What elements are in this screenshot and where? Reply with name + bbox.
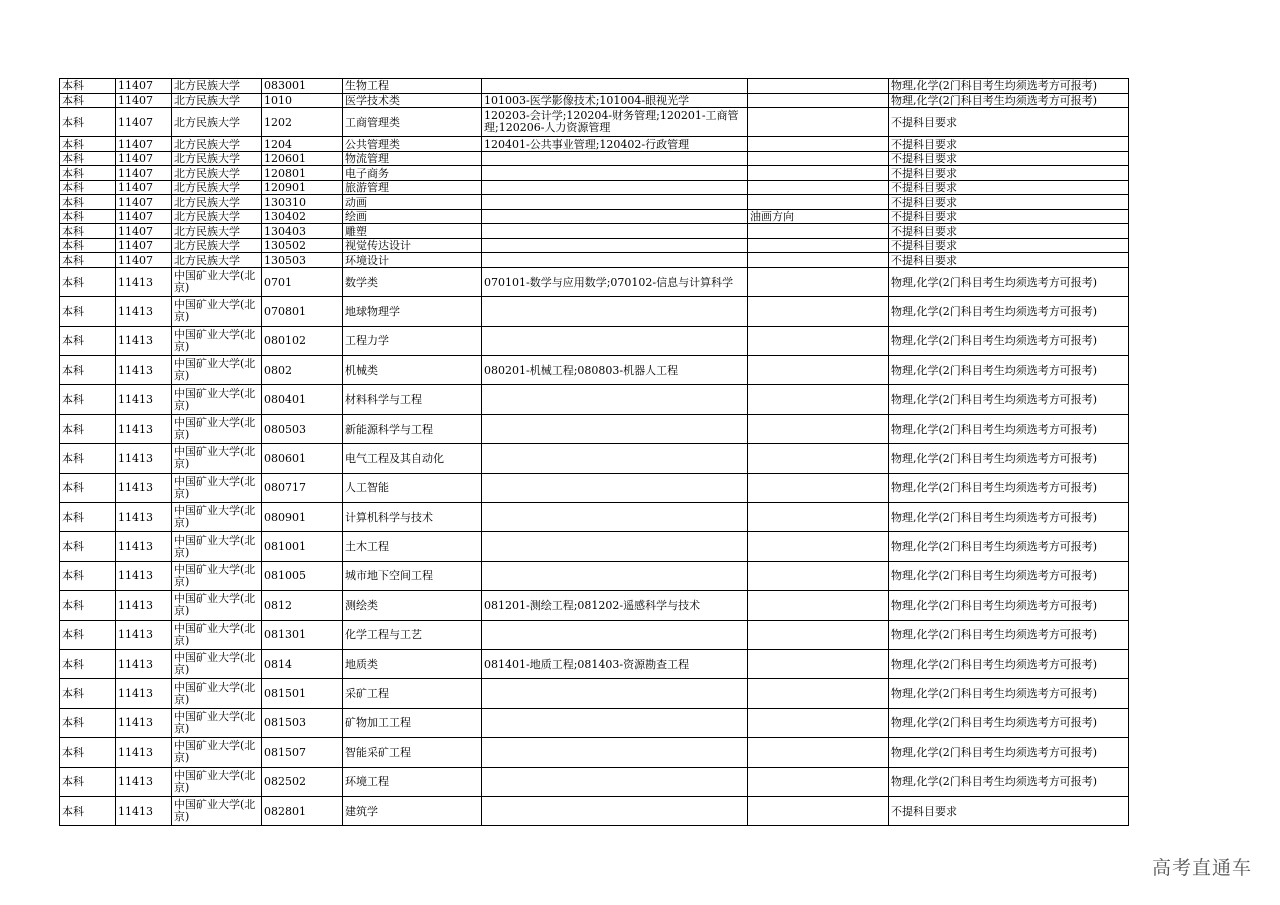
remark-cell: [748, 503, 889, 532]
level-cell: 本科: [60, 137, 116, 152]
table-row: [60, 180, 1129, 195]
admission-table: [59, 78, 1129, 826]
remark-cell: [748, 180, 889, 195]
major-code-cell: 130403: [262, 224, 343, 239]
table-row: [60, 503, 1129, 532]
major-name-cell: 土木工程: [343, 532, 482, 561]
school-code-cell: 11407: [116, 79, 172, 94]
major-name-cell: 新能源科学与工程: [343, 414, 482, 443]
table-row: [60, 93, 1129, 108]
major-name-cell: 建筑学: [343, 796, 482, 825]
remark-cell: [748, 473, 889, 502]
level-cell: 本科: [60, 267, 116, 296]
remark-cell: [748, 708, 889, 737]
table-row: [60, 649, 1129, 678]
level-cell: 本科: [60, 79, 116, 94]
level-cell: 本科: [60, 767, 116, 796]
table-row: [60, 253, 1129, 268]
remark-cell: [748, 561, 889, 590]
major-name-cell: 动画: [343, 195, 482, 210]
major-code-cell: 082502: [262, 767, 343, 796]
remark-cell: [748, 649, 889, 678]
major-code-cell: 080901: [262, 503, 343, 532]
subject-requirement-cell: 物理,化学(2门科目考生均须选考方可报考): [889, 679, 1129, 708]
school-code-cell: 11413: [116, 356, 172, 385]
included-majors-cell: [482, 767, 748, 796]
school-code-cell: 11407: [116, 137, 172, 152]
table-row: [60, 151, 1129, 166]
included-majors-cell: [482, 385, 748, 414]
remark-cell: [748, 326, 889, 355]
table-body: [60, 79, 1129, 826]
major-code-cell: 1010: [262, 93, 343, 108]
school-code-cell: 11407: [116, 151, 172, 166]
remark-cell: [748, 166, 889, 181]
level-cell: 本科: [60, 253, 116, 268]
school-code-cell: 11407: [116, 209, 172, 224]
table-row: [60, 679, 1129, 708]
remark-cell: 油画方向: [748, 209, 889, 224]
major-code-cell: 130502: [262, 238, 343, 253]
included-majors-cell: 120203-会计学;120204-财务管理;120201-工商管理;120206-人力资源管理: [482, 108, 748, 137]
table-row: [60, 79, 1129, 94]
major-code-cell: 081503: [262, 708, 343, 737]
major-name-cell: 人工智能: [343, 473, 482, 502]
remark-cell: [748, 224, 889, 239]
level-cell: 本科: [60, 738, 116, 767]
remark-cell: [748, 620, 889, 649]
subject-requirement-cell: 不提科目要求: [889, 137, 1129, 152]
school-code-cell: 11407: [116, 166, 172, 181]
level-cell: 本科: [60, 444, 116, 473]
table-row: [60, 385, 1129, 414]
subject-requirement-cell: 物理,化学(2门科目考生均须选考方可报考): [889, 297, 1129, 326]
major-code-cell: 080717: [262, 473, 343, 502]
major-name-cell: 采矿工程: [343, 679, 482, 708]
level-cell: 本科: [60, 679, 116, 708]
level-cell: 本科: [60, 326, 116, 355]
major-name-cell: 工商管理类: [343, 108, 482, 137]
level-cell: 本科: [60, 532, 116, 561]
school-code-cell: 11413: [116, 326, 172, 355]
table-row: [60, 224, 1129, 239]
table-row: [60, 591, 1129, 620]
school-code-cell: 11407: [116, 253, 172, 268]
remark-cell: [748, 151, 889, 166]
included-majors-cell: [482, 180, 748, 195]
major-code-cell: 081501: [262, 679, 343, 708]
table-row: [60, 356, 1129, 385]
table-row: [60, 767, 1129, 796]
school-name-cell: 中国矿业大学(北京): [172, 767, 262, 796]
table-row: [60, 238, 1129, 253]
remark-cell: [748, 738, 889, 767]
table-row: [60, 166, 1129, 181]
included-majors-cell: 120401-公共事业管理;120402-行政管理: [482, 137, 748, 152]
major-name-cell: 化学工程与工艺: [343, 620, 482, 649]
included-majors-cell: [482, 738, 748, 767]
included-majors-cell: [482, 796, 748, 825]
school-code-cell: 11413: [116, 473, 172, 502]
table-row: [60, 620, 1129, 649]
school-name-cell: 北方民族大学: [172, 79, 262, 94]
remark-cell: [748, 414, 889, 443]
school-code-cell: 11413: [116, 620, 172, 649]
major-name-cell: 环境工程: [343, 767, 482, 796]
remark-cell: [748, 591, 889, 620]
major-name-cell: 雕塑: [343, 224, 482, 239]
level-cell: 本科: [60, 195, 116, 210]
major-code-cell: 080601: [262, 444, 343, 473]
level-cell: 本科: [60, 385, 116, 414]
table-row: [60, 297, 1129, 326]
school-code-cell: 11407: [116, 93, 172, 108]
major-name-cell: 环境设计: [343, 253, 482, 268]
included-majors-cell: [482, 444, 748, 473]
subject-requirement-cell: 物理,化学(2门科目考生均须选考方可报考): [889, 473, 1129, 502]
school-code-cell: 11413: [116, 679, 172, 708]
major-name-cell: 绘画: [343, 209, 482, 224]
major-code-cell: 130402: [262, 209, 343, 224]
subject-requirement-cell: 物理,化学(2门科目考生均须选考方可报考): [889, 532, 1129, 561]
school-name-cell: 中国矿业大学(北京): [172, 708, 262, 737]
major-code-cell: 081005: [262, 561, 343, 590]
major-name-cell: 公共管理类: [343, 137, 482, 152]
school-code-cell: 11413: [116, 444, 172, 473]
school-name-cell: 中国矿业大学(北京): [172, 297, 262, 326]
included-majors-cell: [482, 620, 748, 649]
school-code-cell: 11407: [116, 195, 172, 210]
school-code-cell: 11407: [116, 224, 172, 239]
subject-requirement-cell: 物理,化学(2门科目考生均须选考方可报考): [889, 503, 1129, 532]
included-majors-cell: [482, 166, 748, 181]
major-name-cell: 物流管理: [343, 151, 482, 166]
school-name-cell: 中国矿业大学(北京): [172, 620, 262, 649]
remark-cell: [748, 238, 889, 253]
school-name-cell: 中国矿业大学(北京): [172, 356, 262, 385]
major-code-cell: 080401: [262, 385, 343, 414]
subject-requirement-cell: 物理,化学(2门科目考生均须选考方可报考): [889, 79, 1129, 94]
school-code-cell: 11407: [116, 180, 172, 195]
major-name-cell: 测绘类: [343, 591, 482, 620]
level-cell: 本科: [60, 796, 116, 825]
table-row: [60, 708, 1129, 737]
major-code-cell: 120901: [262, 180, 343, 195]
included-majors-cell: [482, 195, 748, 210]
table-row: [60, 532, 1129, 561]
school-code-cell: 11413: [116, 503, 172, 532]
table-row: [60, 473, 1129, 502]
level-cell: 本科: [60, 93, 116, 108]
school-name-cell: 北方民族大学: [172, 108, 262, 137]
school-code-cell: 11413: [116, 708, 172, 737]
remark-cell: [748, 767, 889, 796]
included-majors-cell: [482, 209, 748, 224]
major-code-cell: 081001: [262, 532, 343, 561]
subject-requirement-cell: 物理,化学(2门科目考生均须选考方可报考): [889, 738, 1129, 767]
school-code-cell: 11413: [116, 297, 172, 326]
remark-cell: [748, 297, 889, 326]
level-cell: 本科: [60, 708, 116, 737]
subject-requirement-cell: 物理,化学(2门科目考生均须选考方可报考): [889, 356, 1129, 385]
level-cell: 本科: [60, 620, 116, 649]
subject-requirement-cell: 物理,化学(2门科目考生均须选考方可报考): [889, 414, 1129, 443]
school-name-cell: 中国矿业大学(北京): [172, 591, 262, 620]
school-name-cell: 中国矿业大学(北京): [172, 796, 262, 825]
level-cell: 本科: [60, 356, 116, 385]
school-name-cell: 中国矿业大学(北京): [172, 738, 262, 767]
school-code-cell: 11413: [116, 649, 172, 678]
school-code-cell: 11413: [116, 767, 172, 796]
subject-requirement-cell: 物理,化学(2门科目考生均须选考方可报考): [889, 708, 1129, 737]
remark-cell: [748, 796, 889, 825]
major-name-cell: 城市地下空间工程: [343, 561, 482, 590]
school-name-cell: 中国矿业大学(北京): [172, 414, 262, 443]
table-row: [60, 137, 1129, 152]
major-name-cell: 生物工程: [343, 79, 482, 94]
included-majors-cell: [482, 708, 748, 737]
remark-cell: [748, 93, 889, 108]
school-code-cell: 11407: [116, 108, 172, 137]
school-name-cell: 北方民族大学: [172, 180, 262, 195]
major-code-cell: 120601: [262, 151, 343, 166]
remark-cell: [748, 108, 889, 137]
school-name-cell: 中国矿业大学(北京): [172, 444, 262, 473]
subject-requirement-cell: 不提科目要求: [889, 195, 1129, 210]
level-cell: 本科: [60, 238, 116, 253]
major-code-cell: 130503: [262, 253, 343, 268]
school-name-cell: 中国矿业大学(北京): [172, 649, 262, 678]
major-code-cell: 083001: [262, 79, 343, 94]
school-name-cell: 北方民族大学: [172, 253, 262, 268]
major-name-cell: 地球物理学: [343, 297, 482, 326]
school-name-cell: 北方民族大学: [172, 224, 262, 239]
school-code-cell: 11413: [116, 738, 172, 767]
table-row: [60, 108, 1129, 137]
subject-requirement-cell: 不提科目要求: [889, 253, 1129, 268]
major-code-cell: 082801: [262, 796, 343, 825]
level-cell: 本科: [60, 297, 116, 326]
level-cell: 本科: [60, 108, 116, 137]
level-cell: 本科: [60, 503, 116, 532]
included-majors-cell: [482, 326, 748, 355]
school-code-cell: 11413: [116, 267, 172, 296]
school-name-cell: 中国矿业大学(北京): [172, 326, 262, 355]
major-code-cell: 080503: [262, 414, 343, 443]
subject-requirement-cell: 不提科目要求: [889, 166, 1129, 181]
school-name-cell: 中国矿业大学(北京): [172, 385, 262, 414]
subject-requirement-cell: 物理,化学(2门科目考生均须选考方可报考): [889, 649, 1129, 678]
major-name-cell: 地质类: [343, 649, 482, 678]
included-majors-cell: 081201-测绘工程;081202-遥感科学与技术: [482, 591, 748, 620]
school-name-cell: 北方民族大学: [172, 93, 262, 108]
subject-requirement-cell: 不提科目要求: [889, 108, 1129, 137]
major-code-cell: 081301: [262, 620, 343, 649]
included-majors-cell: [482, 473, 748, 502]
level-cell: 本科: [60, 561, 116, 590]
school-code-cell: 11413: [116, 385, 172, 414]
major-code-cell: 0814: [262, 649, 343, 678]
school-name-cell: 北方民族大学: [172, 238, 262, 253]
major-name-cell: 计算机科学与技术: [343, 503, 482, 532]
major-name-cell: 智能采矿工程: [343, 738, 482, 767]
included-majors-cell: [482, 238, 748, 253]
school-name-cell: 北方民族大学: [172, 137, 262, 152]
school-name-cell: 中国矿业大学(北京): [172, 267, 262, 296]
school-code-cell: 11413: [116, 414, 172, 443]
subject-requirement-cell: 物理,化学(2门科目考生均须选考方可报考): [889, 620, 1129, 649]
table-row: [60, 738, 1129, 767]
school-name-cell: 北方民族大学: [172, 151, 262, 166]
table-row: [60, 444, 1129, 473]
watermark: 高考直通车: [1151, 857, 1252, 879]
level-cell: 本科: [60, 591, 116, 620]
major-code-cell: 0802: [262, 356, 343, 385]
school-name-cell: 北方民族大学: [172, 166, 262, 181]
school-code-cell: 11413: [116, 591, 172, 620]
level-cell: 本科: [60, 224, 116, 239]
remark-cell: [748, 444, 889, 473]
remark-cell: [748, 532, 889, 561]
school-name-cell: 中国矿业大学(北京): [172, 503, 262, 532]
included-majors-cell: 070101-数学与应用数学;070102-信息与计算科学: [482, 267, 748, 296]
remark-cell: [748, 267, 889, 296]
included-majors-cell: [482, 151, 748, 166]
major-code-cell: 1204: [262, 137, 343, 152]
remark-cell: [748, 253, 889, 268]
major-name-cell: 医学技术类: [343, 93, 482, 108]
major-name-cell: 旅游管理: [343, 180, 482, 195]
subject-requirement-cell: 物理,化学(2门科目考生均须选考方可报考): [889, 267, 1129, 296]
subject-requirement-cell: 不提科目要求: [889, 238, 1129, 253]
subject-requirement-cell: 物理,化学(2门科目考生均须选考方可报考): [889, 591, 1129, 620]
level-cell: 本科: [60, 649, 116, 678]
subject-requirement-cell: 不提科目要求: [889, 209, 1129, 224]
subject-requirement-cell: 物理,化学(2门科目考生均须选考方可报考): [889, 326, 1129, 355]
major-code-cell: 080102: [262, 326, 343, 355]
included-majors-cell: [482, 561, 748, 590]
major-name-cell: 工程力学: [343, 326, 482, 355]
table-row: [60, 267, 1129, 296]
school-name-cell: 北方民族大学: [172, 209, 262, 224]
remark-cell: [748, 385, 889, 414]
table-row: [60, 326, 1129, 355]
subject-requirement-cell: 物理,化学(2门科目考生均须选考方可报考): [889, 385, 1129, 414]
level-cell: 本科: [60, 151, 116, 166]
remark-cell: [748, 679, 889, 708]
major-code-cell: 1202: [262, 108, 343, 137]
included-majors-cell: 101003-医学影像技术;101004-眼视光学: [482, 93, 748, 108]
subject-requirement-cell: 物理,化学(2门科目考生均须选考方可报考): [889, 93, 1129, 108]
major-code-cell: 120801: [262, 166, 343, 181]
major-code-cell: 0812: [262, 591, 343, 620]
subject-requirement-cell: 物理,化学(2门科目考生均须选考方可报考): [889, 444, 1129, 473]
level-cell: 本科: [60, 166, 116, 181]
school-name-cell: 中国矿业大学(北京): [172, 532, 262, 561]
subject-requirement-cell: 不提科目要求: [889, 796, 1129, 825]
major-code-cell: 0701: [262, 267, 343, 296]
level-cell: 本科: [60, 473, 116, 502]
subject-requirement-cell: 不提科目要求: [889, 224, 1129, 239]
school-code-cell: 11407: [116, 238, 172, 253]
table-row: [60, 561, 1129, 590]
major-name-cell: 视觉传达设计: [343, 238, 482, 253]
included-majors-cell: [482, 224, 748, 239]
school-name-cell: 北方民族大学: [172, 195, 262, 210]
remark-cell: [748, 356, 889, 385]
included-majors-cell: [482, 414, 748, 443]
included-majors-cell: 081401-地质工程;081403-资源勘查工程: [482, 649, 748, 678]
included-majors-cell: [482, 503, 748, 532]
major-code-cell: 130310: [262, 195, 343, 210]
subject-requirement-cell: 物理,化学(2门科目考生均须选考方可报考): [889, 561, 1129, 590]
school-code-cell: 11413: [116, 561, 172, 590]
school-code-cell: 11413: [116, 796, 172, 825]
table-row: [60, 414, 1129, 443]
included-majors-cell: [482, 532, 748, 561]
major-code-cell: 081507: [262, 738, 343, 767]
remark-cell: [748, 79, 889, 94]
major-name-cell: 材料科学与工程: [343, 385, 482, 414]
table-row: [60, 796, 1129, 825]
school-code-cell: 11413: [116, 532, 172, 561]
major-name-cell: 机械类: [343, 356, 482, 385]
included-majors-cell: [482, 679, 748, 708]
included-majors-cell: 080201-机械工程;080803-机器人工程: [482, 356, 748, 385]
included-majors-cell: [482, 79, 748, 94]
school-name-cell: 中国矿业大学(北京): [172, 561, 262, 590]
level-cell: 本科: [60, 209, 116, 224]
level-cell: 本科: [60, 414, 116, 443]
table-row: [60, 195, 1129, 210]
major-name-cell: 矿物加工工程: [343, 708, 482, 737]
level-cell: 本科: [60, 180, 116, 195]
remark-cell: [748, 195, 889, 210]
remark-cell: [748, 137, 889, 152]
included-majors-cell: [482, 297, 748, 326]
subject-requirement-cell: 不提科目要求: [889, 180, 1129, 195]
subject-requirement-cell: 不提科目要求: [889, 151, 1129, 166]
school-name-cell: 中国矿业大学(北京): [172, 473, 262, 502]
school-name-cell: 中国矿业大学(北京): [172, 679, 262, 708]
major-name-cell: 电气工程及其自动化: [343, 444, 482, 473]
major-code-cell: 070801: [262, 297, 343, 326]
table-row: [60, 209, 1129, 224]
major-name-cell: 数学类: [343, 267, 482, 296]
major-name-cell: 电子商务: [343, 166, 482, 181]
subject-requirement-cell: 物理,化学(2门科目考生均须选考方可报考): [889, 767, 1129, 796]
included-majors-cell: [482, 253, 748, 268]
